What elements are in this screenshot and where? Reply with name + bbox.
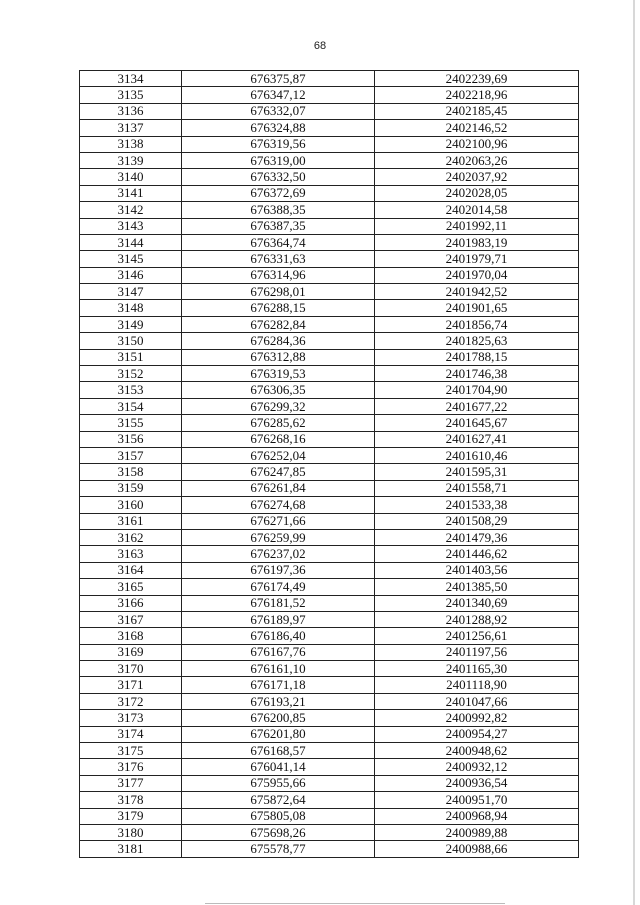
table-row <box>80 284 579 300</box>
x-coordinate-cell: 676288,15 <box>182 300 375 316</box>
table-row <box>80 103 579 119</box>
point-number-cell: 3161 <box>80 513 182 529</box>
point-number-cell: 3150 <box>80 333 182 349</box>
table-row <box>80 743 579 759</box>
table-row <box>80 267 579 283</box>
x-coordinate-cell: 676314,96 <box>182 267 375 283</box>
point-number-cell: 3148 <box>80 300 182 316</box>
table-row <box>80 136 579 152</box>
x-coordinate-cell: 676189,97 <box>182 611 375 627</box>
point-number-cell: 3142 <box>80 202 182 218</box>
x-coordinate-cell: 675578,77 <box>182 841 375 857</box>
table-row <box>80 218 579 234</box>
x-coordinate-cell: 676332,50 <box>182 169 375 185</box>
x-coordinate-cell: 676299,32 <box>182 398 375 414</box>
table-row <box>80 841 579 857</box>
x-coordinate-cell: 676347,12 <box>182 87 375 103</box>
y-coordinate-cell: 2401256,61 <box>375 628 579 644</box>
y-coordinate-cell: 2401595,31 <box>375 464 579 480</box>
point-number-cell: 3169 <box>80 644 182 660</box>
point-number-cell: 3156 <box>80 431 182 447</box>
scan-edge-bottom <box>205 903 505 904</box>
x-coordinate-cell: 676247,85 <box>182 464 375 480</box>
y-coordinate-cell: 2401704,90 <box>375 382 579 398</box>
x-coordinate-cell: 676161,10 <box>182 661 375 677</box>
point-number-cell: 3163 <box>80 546 182 562</box>
x-coordinate-cell: 676388,35 <box>182 202 375 218</box>
table-row <box>80 234 579 250</box>
x-coordinate-cell: 676324,88 <box>182 120 375 136</box>
x-coordinate-cell: 676332,07 <box>182 103 375 119</box>
y-coordinate-cell: 2401645,67 <box>375 415 579 431</box>
y-coordinate-cell: 2402185,45 <box>375 103 579 119</box>
y-coordinate-cell: 2400989,88 <box>375 824 579 840</box>
point-number-cell: 3170 <box>80 661 182 677</box>
point-number-cell: 3136 <box>80 103 182 119</box>
x-coordinate-cell: 675698,26 <box>182 824 375 840</box>
point-number-cell: 3134 <box>80 71 182 87</box>
y-coordinate-cell: 2401533,38 <box>375 497 579 513</box>
table-row <box>80 71 579 87</box>
point-number-cell: 3171 <box>80 677 182 693</box>
table-row <box>80 349 579 365</box>
point-number-cell: 3178 <box>80 792 182 808</box>
y-coordinate-cell: 2401856,74 <box>375 316 579 332</box>
x-coordinate-cell: 676200,85 <box>182 710 375 726</box>
y-coordinate-cell: 2401992,11 <box>375 218 579 234</box>
point-number-cell: 3154 <box>80 398 182 414</box>
y-coordinate-cell: 2402028,05 <box>375 185 579 201</box>
y-coordinate-cell: 2400988,66 <box>375 841 579 857</box>
x-coordinate-cell: 675805,08 <box>182 808 375 824</box>
y-coordinate-cell: 2400954,27 <box>375 726 579 742</box>
x-coordinate-cell: 676186,40 <box>182 628 375 644</box>
point-number-cell: 3174 <box>80 726 182 742</box>
table-row <box>80 366 579 382</box>
table-row <box>80 382 579 398</box>
y-coordinate-cell: 2401970,04 <box>375 267 579 283</box>
point-number-cell: 3180 <box>80 824 182 840</box>
point-number-cell: 3166 <box>80 595 182 611</box>
y-coordinate-cell: 2401788,15 <box>375 349 579 365</box>
y-coordinate-cell: 2402100,96 <box>375 136 579 152</box>
table-row <box>80 300 579 316</box>
y-coordinate-cell: 2400951,70 <box>375 792 579 808</box>
y-coordinate-cell: 2402239,69 <box>375 71 579 87</box>
point-number-cell: 3168 <box>80 628 182 644</box>
point-number-cell: 3176 <box>80 759 182 775</box>
y-coordinate-cell: 2401446,62 <box>375 546 579 562</box>
x-coordinate-cell: 675955,66 <box>182 775 375 791</box>
table-row <box>80 693 579 709</box>
point-number-cell: 3155 <box>80 415 182 431</box>
point-number-cell: 3137 <box>80 120 182 136</box>
y-coordinate-cell: 2401558,71 <box>375 480 579 496</box>
x-coordinate-cell: 676282,84 <box>182 316 375 332</box>
y-coordinate-cell: 2401165,30 <box>375 661 579 677</box>
table-row <box>80 595 579 611</box>
table-row <box>80 185 579 201</box>
point-number-cell: 3172 <box>80 693 182 709</box>
x-coordinate-cell: 676252,04 <box>182 447 375 463</box>
table-row <box>80 251 579 267</box>
point-number-cell: 3167 <box>80 611 182 627</box>
x-coordinate-cell: 676331,63 <box>182 251 375 267</box>
table-row <box>80 152 579 168</box>
x-coordinate-cell: 676285,62 <box>182 415 375 431</box>
x-coordinate-cell: 675872,64 <box>182 792 375 808</box>
coordinates-table <box>79 70 579 858</box>
y-coordinate-cell: 2401979,71 <box>375 251 579 267</box>
y-coordinate-cell: 2400936,54 <box>375 775 579 791</box>
x-coordinate-cell: 676271,66 <box>182 513 375 529</box>
x-coordinate-cell: 676375,87 <box>182 71 375 87</box>
y-coordinate-cell: 2401610,46 <box>375 447 579 463</box>
point-number-cell: 3143 <box>80 218 182 234</box>
point-number-cell: 3144 <box>80 234 182 250</box>
point-number-cell: 3139 <box>80 152 182 168</box>
x-coordinate-cell: 676167,76 <box>182 644 375 660</box>
x-coordinate-cell: 676298,01 <box>182 284 375 300</box>
table-row <box>80 628 579 644</box>
table-row <box>80 398 579 414</box>
y-coordinate-cell: 2401047,66 <box>375 693 579 709</box>
x-coordinate-cell: 676268,16 <box>182 431 375 447</box>
y-coordinate-cell: 2400968,94 <box>375 808 579 824</box>
x-coordinate-cell: 676284,36 <box>182 333 375 349</box>
y-coordinate-cell: 2402146,52 <box>375 120 579 136</box>
y-coordinate-cell: 2401677,22 <box>375 398 579 414</box>
point-number-cell: 3173 <box>80 710 182 726</box>
y-coordinate-cell: 2401825,63 <box>375 333 579 349</box>
y-coordinate-cell: 2401508,29 <box>375 513 579 529</box>
table-row <box>80 431 579 447</box>
point-number-cell: 3152 <box>80 366 182 382</box>
table-row <box>80 120 579 136</box>
y-coordinate-cell: 2400932,12 <box>375 759 579 775</box>
x-coordinate-cell: 676319,56 <box>182 136 375 152</box>
table-row <box>80 726 579 742</box>
table-row <box>80 464 579 480</box>
table-row <box>80 513 579 529</box>
y-coordinate-cell: 2401746,38 <box>375 366 579 382</box>
table-row <box>80 169 579 185</box>
table-row <box>80 775 579 791</box>
point-number-cell: 3160 <box>80 497 182 513</box>
x-coordinate-cell: 676193,21 <box>182 693 375 709</box>
y-coordinate-cell: 2401983,19 <box>375 234 579 250</box>
y-coordinate-cell: 2401901,65 <box>375 300 579 316</box>
y-coordinate-cell: 2401385,50 <box>375 579 579 595</box>
table-row <box>80 497 579 513</box>
point-number-cell: 3157 <box>80 447 182 463</box>
point-number-cell: 3138 <box>80 136 182 152</box>
table-row <box>80 415 579 431</box>
x-coordinate-cell: 676181,52 <box>182 595 375 611</box>
point-number-cell: 3135 <box>80 87 182 103</box>
point-number-cell: 3177 <box>80 775 182 791</box>
y-coordinate-cell: 2401340,69 <box>375 595 579 611</box>
table-row <box>80 611 579 627</box>
x-coordinate-cell: 676274,68 <box>182 497 375 513</box>
x-coordinate-cell: 676261,84 <box>182 480 375 496</box>
table-row <box>80 824 579 840</box>
x-coordinate-cell: 676306,35 <box>182 382 375 398</box>
x-coordinate-cell: 676319,00 <box>182 152 375 168</box>
table-row <box>80 333 579 349</box>
y-coordinate-cell: 2401479,36 <box>375 529 579 545</box>
y-coordinate-cell: 2401403,56 <box>375 562 579 578</box>
point-number-cell: 3165 <box>80 579 182 595</box>
y-coordinate-cell: 2401197,56 <box>375 644 579 660</box>
y-coordinate-cell: 2401288,92 <box>375 611 579 627</box>
table-row <box>80 644 579 660</box>
x-coordinate-cell: 676372,69 <box>182 185 375 201</box>
point-number-cell: 3164 <box>80 562 182 578</box>
scan-edge-right <box>633 0 635 905</box>
point-number-cell: 3162 <box>80 529 182 545</box>
y-coordinate-cell: 2402014,58 <box>375 202 579 218</box>
y-coordinate-cell: 2402063,26 <box>375 152 579 168</box>
y-coordinate-cell: 2402218,96 <box>375 87 579 103</box>
table-row <box>80 87 579 103</box>
table-row <box>80 677 579 693</box>
table-row <box>80 579 579 595</box>
table-row <box>80 202 579 218</box>
point-number-cell: 3149 <box>80 316 182 332</box>
table-row <box>80 808 579 824</box>
point-number-cell: 3141 <box>80 185 182 201</box>
table-row <box>80 562 579 578</box>
table-row <box>80 546 579 562</box>
table-row <box>80 480 579 496</box>
table-row <box>80 759 579 775</box>
y-coordinate-cell: 2401627,41 <box>375 431 579 447</box>
x-coordinate-cell: 676259,99 <box>182 529 375 545</box>
y-coordinate-cell: 2402037,92 <box>375 169 579 185</box>
x-coordinate-cell: 676201,80 <box>182 726 375 742</box>
page-number: 68 <box>313 40 327 52</box>
x-coordinate-cell: 676237,02 <box>182 546 375 562</box>
point-number-cell: 3179 <box>80 808 182 824</box>
coordinates-table-body <box>80 71 579 858</box>
x-coordinate-cell: 676171,18 <box>182 677 375 693</box>
table-row <box>80 529 579 545</box>
table-row <box>80 316 579 332</box>
table-row <box>80 792 579 808</box>
table-row <box>80 710 579 726</box>
point-number-cell: 3151 <box>80 349 182 365</box>
table-row <box>80 447 579 463</box>
x-coordinate-cell: 676174,49 <box>182 579 375 595</box>
point-number-cell: 3147 <box>80 284 182 300</box>
x-coordinate-cell: 676168,57 <box>182 743 375 759</box>
x-coordinate-cell: 676319,53 <box>182 366 375 382</box>
table-row <box>80 661 579 677</box>
y-coordinate-cell: 2401118,90 <box>375 677 579 693</box>
point-number-cell: 3146 <box>80 267 182 283</box>
y-coordinate-cell: 2400948,62 <box>375 743 579 759</box>
x-coordinate-cell: 676364,74 <box>182 234 375 250</box>
point-number-cell: 3175 <box>80 743 182 759</box>
point-number-cell: 3181 <box>80 841 182 857</box>
point-number-cell: 3153 <box>80 382 182 398</box>
point-number-cell: 3140 <box>80 169 182 185</box>
x-coordinate-cell: 676041,14 <box>182 759 375 775</box>
point-number-cell: 3158 <box>80 464 182 480</box>
point-number-cell: 3159 <box>80 480 182 496</box>
y-coordinate-cell: 2400992,82 <box>375 710 579 726</box>
x-coordinate-cell: 676387,35 <box>182 218 375 234</box>
y-coordinate-cell: 2401942,52 <box>375 284 579 300</box>
x-coordinate-cell: 676312,88 <box>182 349 375 365</box>
x-coordinate-cell: 676197,36 <box>182 562 375 578</box>
point-number-cell: 3145 <box>80 251 182 267</box>
